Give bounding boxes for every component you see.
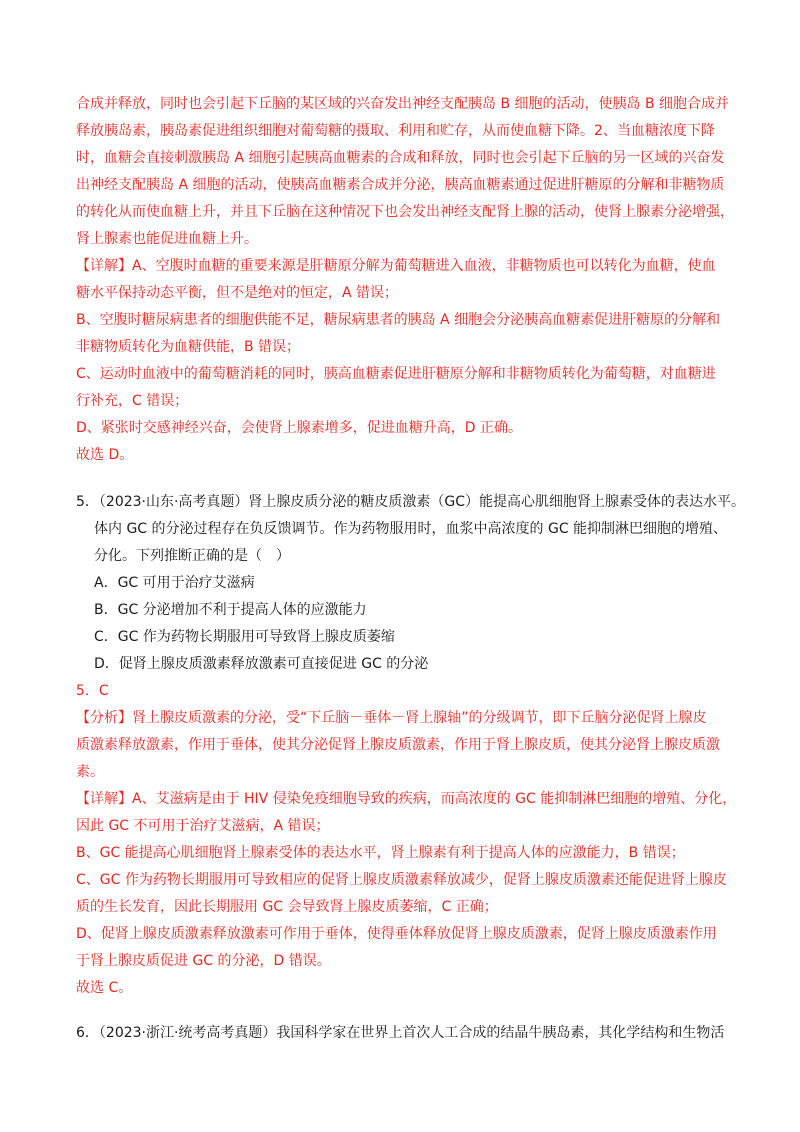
q4-analysis-line-4: 出神经支配胰岛 A 细胞的活动，使胰高血糖素合成并分泌，胰高血糖素通过促进肝糖原的分解和非糖物质 bbox=[76, 177, 725, 193]
q5-option-d: D．促肾上腺皮质激素释放激素可直接促进 GC 的分泌 bbox=[94, 656, 429, 672]
q5-stem-line-1: 5．（2023·山东·高考真题）肾上腺皮质分泌的糖皮质激素（GC）能提高心肌细胞肾上腺素受体的表达水平。 bbox=[76, 494, 746, 510]
q4-detail-line-2: 糖水平保持动态平衡，但不是绝对的恒定，A 错误； bbox=[76, 285, 399, 301]
q5-option-c: C．GC 作为药物长期服用可导致肾上腺皮质萎缩 bbox=[94, 629, 395, 645]
q5-stem-line-2: 体内 GC 的分泌过程存在负反馈调节。作为药物服用时，血浆中高浓度的 GC 能抑制淋巴细胞的增殖、 bbox=[94, 521, 728, 537]
q5-detail-line-4: C、GC 作为药物长期服用可导致相应的促肾上腺皮质激素释放减少，促肾上腺皮质激素还能促进肾上腺皮 bbox=[76, 872, 727, 888]
q5-detail-line-6: D、促肾上腺皮质激素释放激素可作用于垂体，使得垂体释放促肾上腺皮质激素，促肾上腺皮质激素作用 bbox=[76, 926, 717, 942]
q5-detail-line-7: 于肾上腺皮质促进 GC 的分泌，D 错误。 bbox=[76, 953, 331, 969]
q4-analysis-line-1: 合成并释放，同时也会引起下丘脑的某区域的兴奋发出神经支配胰岛 B 细胞的活动，使胰岛 B 细胞合成并 bbox=[76, 96, 730, 112]
q4-analysis-line-6: 肾上腺素也能促进血糖上升。 bbox=[76, 231, 258, 247]
q5-analysis-line-1: 【分析】肾上腺皮质激素的分泌，受“下丘脑－垂体－肾上腺轴”的分级调节，即下丘脑分泌促肾上腺皮 bbox=[76, 710, 707, 726]
q4-analysis-line-3: 时，血糖会直接刺激胰岛 A 细胞引起胰高血糖素的合成和释放，同时也会引起下丘脑的另一区域的兴奋发 bbox=[76, 150, 725, 166]
q5-detail-line-3: B、GC 能提高心肌细胞肾上腺素受体的表达水平，肾上腺素有利于提高人体的应激能力，B 错误； bbox=[76, 845, 685, 861]
q4-detail-line-7: D、紧张时交感神经兴奋，会使肾上腺素增多，促进血糖升高，D 正确。 bbox=[76, 420, 523, 436]
q5-analysis-line-3: 素。 bbox=[76, 764, 104, 780]
q4-analysis-line-2: 释放胰岛素，胰岛素促进组织细胞对葡萄糖的摄取、利用和贮存，从而使血糖下降。2、当血糖浓度下降 bbox=[76, 123, 715, 139]
q5-answer: 5．C bbox=[76, 683, 109, 699]
q5-analysis-line-2: 质激素释放激素，作用于垂体，使其分泌促肾上腺皮质激素，作用于肾上腺皮质，使其分泌肾上腺皮质激 bbox=[76, 737, 720, 753]
q5-detail-line-1: 【详解】A、艾滋病是由于 HIV 侵染免疫细胞导致的疾病，而高浓度的 GC 能抑制淋巴细胞的增殖、分化， bbox=[76, 791, 737, 807]
q5-conclusion: 故选 C。 bbox=[76, 980, 133, 996]
q5-option-a: A．GC 可用于治疗艾滋病 bbox=[94, 575, 255, 591]
q4-detail-line-4: 非糖物质转化为血糖供能，B 错误； bbox=[76, 339, 301, 355]
q4-conclusion: 故选 D。 bbox=[76, 447, 134, 463]
q5-option-b: B．GC 分泌增加不利于提高人体的应激能力 bbox=[94, 602, 367, 618]
q4-detail-line-3: B、空腹时糖尿病患者的细胞供能不足，糖尿病患者的胰岛 A 细胞会分泌胰高血糖素促进肝糖原的分解和 bbox=[76, 312, 721, 328]
q4-detail-line-1: 【详解】A、空腹时血糖的重要来源是肝糖原分解为葡萄糖进入血液，非糖物质也可以转化为血糖，使血 bbox=[76, 258, 716, 274]
q6-stem-line-1: 6．（2023·浙江·统考高考真题）我国科学家在世界上首次人工合成的结晶牛胰岛素，其化学结构和生物活 bbox=[76, 1025, 725, 1041]
q5-detail-line-2: 因此 GC 不可用于治疗艾滋病，A 错误； bbox=[76, 818, 330, 834]
q5-detail-line-5: 质的生长发育，因此长期服用 GC 会导致肾上腺皮质萎缩，C 正确； bbox=[76, 899, 498, 915]
q4-detail-line-6: 行补充，C 错误； bbox=[76, 393, 189, 409]
q4-detail-line-5: C、运动时血液中的葡萄糖消耗的同时，胰高血糖素促进肝糖原分解和非糖物质转化为葡萄糖，对血糖进 bbox=[76, 366, 716, 382]
q4-analysis-line-5: 的转化从而使血糖上升，并且下丘脑在这种情况下也会发出神经支配肾上腺的活动，使肾上腺素分泌增强， bbox=[76, 204, 734, 220]
q5-stem-line-3: 分化。下列推断正确的是（ ） bbox=[94, 548, 290, 564]
